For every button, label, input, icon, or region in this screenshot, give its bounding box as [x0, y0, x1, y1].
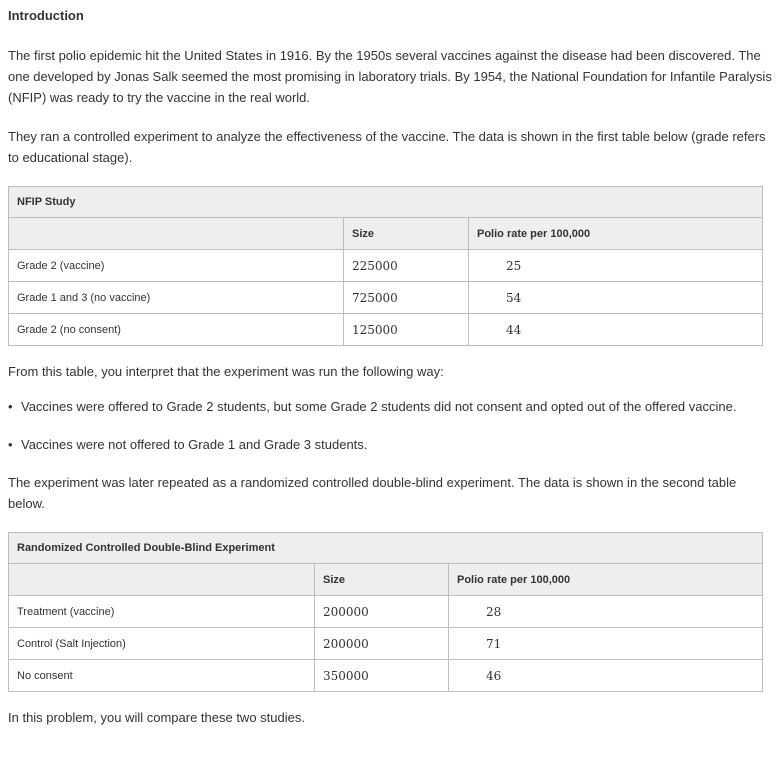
size-cell: 725000	[344, 282, 469, 314]
list-item	[8, 434, 773, 455]
size-cell: 125000	[344, 314, 469, 346]
list-item-text: Vaccines were offered to Grade 2 students, but some Grade 2 students did not consent and opted out of the offered vaccine.	[21, 399, 737, 414]
interpretation-paragraph: From this table, you interpret that the experiment was run the following way:	[8, 364, 444, 379]
size-cell: 350000	[315, 660, 449, 692]
table-caption: NFIP Study	[9, 187, 763, 218]
table-header-cell	[9, 218, 344, 250]
table-caption-row	[9, 533, 763, 564]
table-row	[9, 596, 763, 628]
table-row	[9, 660, 763, 692]
table-caption-row	[9, 187, 763, 218]
row-label: Control (Salt Injection)	[9, 628, 315, 660]
table-row	[9, 250, 763, 282]
row-label: Grade 2 (vaccine)	[9, 250, 344, 282]
repeat-paragraph: The experiment was later repeated as a randomized controlled double-blind experiment. The data is shown in the second table below.	[8, 475, 737, 511]
intro-paragraph-2: They ran a controlled experiment to analyze the effectiveness of the vaccine. The data is shown in the first table below (grade refers to educational stage).	[8, 129, 766, 165]
table-row	[9, 628, 763, 660]
row-label: Treatment (vaccine)	[9, 596, 315, 628]
table-caption: Randomized Controlled Double-Blind Experiment	[9, 533, 763, 564]
table-header-cell	[9, 564, 315, 596]
rate-cell: 54	[469, 282, 763, 314]
closing-paragraph: In this problem, you will compare these two studies.	[8, 710, 305, 725]
rate-cell: 44	[469, 314, 763, 346]
size-cell: 200000	[315, 596, 449, 628]
size-cell: 225000	[344, 250, 469, 282]
randomized-experiment-table	[8, 532, 763, 692]
intro-paragraph-1: The first polio epidemic hit the United States in 1916. By the 1950s several vaccines against the disease had been discovered. The one developed by Jonas Salk seemed the most promising in laboratory trials. By 1954, the National Foundation for Infantile Paralysis (NFIP) was ready to try the vaccine in the real world.	[8, 48, 772, 105]
table-header-row	[9, 564, 763, 596]
size-cell: 200000	[315, 628, 449, 660]
nfip-study-table	[8, 186, 763, 346]
row-label: Grade 2 (no consent)	[9, 314, 344, 346]
bullet-icon: •	[8, 437, 13, 452]
table-row	[9, 282, 763, 314]
rate-cell: 25	[469, 250, 763, 282]
row-label: Grade 1 and 3 (no vaccine)	[9, 282, 344, 314]
table-header-row	[9, 218, 763, 250]
list-item	[8, 396, 773, 417]
table-header-cell: Polio rate per 100,000	[449, 564, 763, 596]
table-header-cell: Size	[315, 564, 449, 596]
interpretation-list	[8, 396, 773, 455]
rate-cell: 28	[449, 596, 763, 628]
table-row	[9, 314, 763, 346]
list-item-text: Vaccines were not offered to Grade 1 and Grade 3 students.	[21, 437, 368, 452]
rate-cell: 46	[449, 660, 763, 692]
rate-cell: 71	[449, 628, 763, 660]
section-heading: Introduction	[8, 8, 84, 23]
bullet-icon: •	[8, 399, 13, 414]
table-header-cell: Polio rate per 100,000	[469, 218, 763, 250]
table-header-cell: Size	[344, 218, 469, 250]
row-label: No consent	[9, 660, 315, 692]
